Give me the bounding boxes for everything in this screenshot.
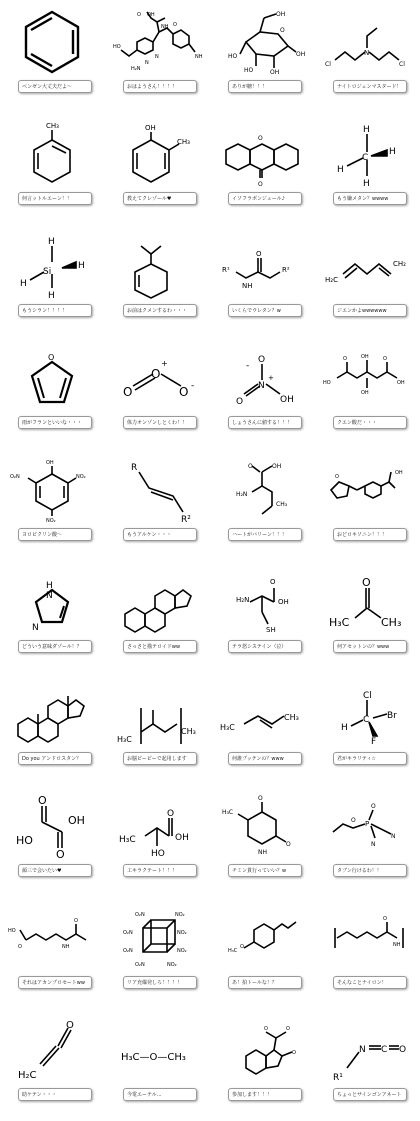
caption-bubble: 何アセットンの？www xyxy=(333,640,407,653)
caption-bubble: 教えてクレゾール♥ xyxy=(123,192,197,205)
sticker-lactate[interactable] xyxy=(105,784,210,896)
caption-bubble: Do you アンドロスタン？ xyxy=(18,752,92,765)
svg-text:C: C xyxy=(362,153,369,163)
caption-bubble: 雨がフランといいな・・・ xyxy=(18,416,92,429)
svg-text:C: C xyxy=(381,1045,388,1055)
acamprosate-structure xyxy=(6,904,99,974)
silane-structure xyxy=(6,232,99,302)
sticker-valine[interactable] xyxy=(210,448,315,560)
svg-text:N: N xyxy=(359,1045,366,1055)
caption-bubble: イソフラボンジュール♪ xyxy=(228,192,302,205)
sticker-citric-acid[interactable] xyxy=(315,336,420,448)
svg-text:O: O xyxy=(137,12,141,18)
svg-text:H₂N: H₂N xyxy=(131,66,141,72)
nylon-structure xyxy=(321,904,414,974)
svg-text:+: + xyxy=(268,374,274,382)
svg-text:O₂N: O₂N xyxy=(123,948,133,954)
caption-bubble: 顔三で会いたい♥ xyxy=(18,864,92,877)
sticker-cresol[interactable] xyxy=(105,112,210,224)
valine-structure xyxy=(216,456,309,526)
ozone-structure xyxy=(111,344,204,414)
benzene-structure xyxy=(6,8,99,78)
sticker-butene[interactable] xyxy=(210,672,315,784)
caption-bubble: タブン行けるわ！！ xyxy=(333,864,407,877)
steroid-structure xyxy=(111,568,204,638)
svg-text:H₂N: H₂N xyxy=(236,491,248,498)
svg-text:O: O xyxy=(362,576,371,589)
svg-text:OH: OH xyxy=(68,814,85,827)
svg-text:C: C xyxy=(363,715,370,725)
imidazole-structure xyxy=(6,568,99,638)
svg-text:HO: HO xyxy=(228,53,238,60)
svg-text:N: N xyxy=(46,591,53,601)
caption-bubble: おどロキソニン！！！ xyxy=(333,528,407,541)
svg-text:NO₂: NO₂ xyxy=(175,912,185,918)
svg-text:O: O xyxy=(351,817,356,824)
sticker-toluene[interactable] xyxy=(0,112,105,224)
caption-bubble: ありが糖！！！ xyxy=(228,80,302,93)
sticker-octanitrocubane[interactable] xyxy=(105,896,210,1008)
svg-text:H₃C: H₃C xyxy=(228,948,238,954)
svg-text:OH: OH xyxy=(361,390,369,396)
svg-text:Br: Br xyxy=(387,711,397,721)
caption-bubble: ナイトロジェンマスタード！ xyxy=(333,80,407,93)
sticker-alkene[interactable] xyxy=(105,448,210,560)
svg-text:O: O xyxy=(383,916,387,922)
butene-structure xyxy=(216,680,309,750)
svg-text:NH: NH xyxy=(393,942,401,948)
caption-bubble: リア充爆発しろ！！！！ xyxy=(123,976,197,989)
octanitrocubane-structure xyxy=(111,904,204,974)
svg-text:CH₃: CH₃ xyxy=(181,727,196,736)
svg-text:H: H xyxy=(46,581,53,591)
svg-text:OH: OH xyxy=(272,463,282,470)
sticker-acetone[interactable] xyxy=(315,560,420,672)
caption-bubble: あ！拍トールな！？ xyxy=(228,976,302,989)
alkene-structure xyxy=(111,456,204,526)
picric-acid-structure xyxy=(6,456,99,526)
folic-acid-structure xyxy=(111,8,204,78)
sticker-diene[interactable] xyxy=(315,224,420,336)
svg-text:HO: HO xyxy=(113,44,121,50)
svg-text:O: O xyxy=(256,250,262,258)
caption-bubble: お脳ピーピーで起用します xyxy=(123,752,197,765)
svg-text:H₃C: H₃C xyxy=(329,616,350,629)
caption-bubble: 君がキラリティ☆ xyxy=(333,752,407,765)
svg-text:H₃C: H₃C xyxy=(119,835,136,845)
sticker-urethane[interactable] xyxy=(210,224,315,336)
sticker-silane[interactable] xyxy=(0,224,105,336)
svg-text:N: N xyxy=(258,381,265,391)
sticker-isoflavone[interactable] xyxy=(210,112,315,224)
isoflavone-structure xyxy=(216,120,309,190)
caption-bubble: どういう意味ダゾール！？ xyxy=(18,640,92,653)
svg-text:O: O xyxy=(258,181,263,188)
svg-text:H₃C: H₃C xyxy=(117,735,132,744)
svg-text:N: N xyxy=(32,623,39,633)
svg-text:H: H xyxy=(337,165,344,175)
caption-bubble: もう嫌メタン？wwww xyxy=(333,192,407,205)
svg-text:H₂N: H₂N xyxy=(236,596,250,604)
svg-text:OH: OH xyxy=(280,395,294,405)
caption-bubble: 何誰ブッテンの？www xyxy=(228,752,302,765)
svg-text:HO: HO xyxy=(323,380,331,386)
caption-bubble: ちょっとサインゴンアネート xyxy=(333,1088,407,1101)
svg-text:O: O xyxy=(236,397,244,407)
svg-text:O: O xyxy=(48,353,55,362)
svg-text:R¹: R¹ xyxy=(222,266,230,274)
svg-text:H₃C: H₃C xyxy=(222,809,234,816)
svg-text:NO₂: NO₂ xyxy=(177,948,187,954)
svg-text:H₃C—O—CH₃: H₃C—O—CH₃ xyxy=(121,1052,186,1063)
svg-text:HO: HO xyxy=(8,928,16,934)
svg-text:Si: Si xyxy=(43,267,52,277)
tabun-structure xyxy=(321,792,414,862)
svg-text:OH: OH xyxy=(276,11,286,18)
nitric-acid-structure xyxy=(216,344,309,414)
svg-text:O: O xyxy=(335,474,339,480)
caption-bubble: そんなことナイロン！ xyxy=(333,976,407,989)
svg-text:O: O xyxy=(167,809,175,819)
cumene-structure xyxy=(111,232,204,302)
svg-text:O: O xyxy=(56,848,65,861)
svg-text:OH: OH xyxy=(296,51,306,58)
svg-text:NO₂: NO₂ xyxy=(177,930,187,936)
caption-bubble: クエン酸だ・・・ xyxy=(333,416,407,429)
svg-text:-: - xyxy=(191,381,195,391)
glucose-structure xyxy=(216,8,309,78)
svg-text:H₂C: H₂C xyxy=(18,1070,37,1081)
citric-acid-structure xyxy=(321,344,414,414)
svg-text:NO₂: NO₂ xyxy=(76,474,86,480)
caption-bubble: いくらでウレタン？w xyxy=(228,304,302,317)
svg-text:R: R xyxy=(131,463,138,473)
sticker-picric-acid[interactable] xyxy=(0,448,105,560)
svg-text:O: O xyxy=(123,385,133,399)
svg-text:N: N xyxy=(155,54,159,60)
anethole-structure xyxy=(216,904,309,974)
svg-text:O: O xyxy=(240,944,244,950)
sticker-ketene[interactable] xyxy=(0,1008,105,1120)
svg-text:CH₃: CH₃ xyxy=(381,616,402,629)
sticker-ether[interactable] xyxy=(105,1008,210,1120)
svg-text:H₃C: H₃C xyxy=(220,723,235,732)
toluene-structure xyxy=(6,120,99,190)
svg-text:H: H xyxy=(363,179,370,189)
svg-text:R²: R² xyxy=(282,266,290,274)
svg-text:HO: HO xyxy=(16,834,33,847)
caption-bubble: もうアルケン・・・ xyxy=(123,528,197,541)
caption-bubble: 参加します！！！ xyxy=(228,1088,302,1101)
caption-bubble: もうシラン！！！！ xyxy=(18,304,92,317)
furan-structure xyxy=(6,344,99,414)
svg-text:OH: OH xyxy=(175,833,189,843)
caption-bubble: ヨロピクリン酸～ xyxy=(18,528,92,541)
urethane-structure xyxy=(216,232,309,302)
svg-text:OH: OH xyxy=(145,124,156,132)
svg-text:N: N xyxy=(391,833,396,840)
ether-structure xyxy=(111,1016,204,1086)
caption-bubble: ベンゼン大丈夫だよ～ xyxy=(18,80,92,93)
svg-text:CH₂: CH₂ xyxy=(393,260,406,268)
svg-text:NH: NH xyxy=(242,282,253,290)
svg-text:H: H xyxy=(20,279,27,289)
svg-text:N: N xyxy=(371,841,376,848)
svg-text:HO: HO xyxy=(151,849,165,859)
svg-text:O: O xyxy=(18,944,22,950)
svg-text:NH: NH xyxy=(195,54,203,60)
svg-text:OH: OH xyxy=(278,598,289,606)
sticker-tabun[interactable] xyxy=(315,784,420,896)
sticker-oxalic-acid[interactable] xyxy=(0,784,105,896)
methane-structure xyxy=(321,120,414,190)
svg-text:O: O xyxy=(270,578,276,586)
svg-text:HO: HO xyxy=(244,67,254,74)
svg-text:O: O xyxy=(383,356,387,362)
sticker-methane[interactable] xyxy=(315,112,420,224)
sticker-polypropylene[interactable] xyxy=(105,672,210,784)
svg-text:+: + xyxy=(161,359,168,368)
sticker-loxoprofen[interactable] xyxy=(315,448,420,560)
svg-text:O: O xyxy=(258,135,263,142)
sticker-isocyanate[interactable] xyxy=(315,1008,420,1120)
caption-bubble: ハートがバリーン！！！ xyxy=(228,528,302,541)
svg-text:Cl: Cl xyxy=(399,61,405,68)
svg-text:H: H xyxy=(341,723,348,733)
ketene-structure xyxy=(6,1016,99,1086)
svg-text:O: O xyxy=(286,1026,290,1032)
oxalic-acid-structure xyxy=(6,792,99,862)
svg-text:O: O xyxy=(258,795,263,802)
svg-text:OH: OH xyxy=(147,12,155,18)
caption-bubble: 助ケテン・・・ xyxy=(18,1088,92,1101)
sticker-steroid[interactable] xyxy=(105,560,210,672)
sticker-cysteine[interactable] xyxy=(210,560,315,672)
thymine-structure xyxy=(216,792,309,862)
svg-text:CH₃: CH₃ xyxy=(177,138,190,146)
svg-text:O: O xyxy=(280,27,285,34)
svg-text:CH₃: CH₃ xyxy=(276,501,288,508)
caption-bubble: さっさと描テロイドww xyxy=(123,640,197,653)
svg-text:OH: OH xyxy=(395,470,403,476)
caption-bubble: テラ怒システイン（泣） xyxy=(228,640,302,653)
sticker-sanshou[interactable] xyxy=(210,1008,315,1120)
svg-text:NO₂: NO₂ xyxy=(46,518,56,524)
sticker-acamprosate[interactable] xyxy=(0,896,105,1008)
svg-text:R²: R² xyxy=(181,515,191,525)
svg-text:O: O xyxy=(248,463,253,470)
caption-bubble: それはアカンプロセートww xyxy=(18,976,92,989)
sticker-benzene[interactable] xyxy=(0,0,105,112)
svg-text:N: N xyxy=(145,60,149,66)
svg-text:O₂N: O₂N xyxy=(123,930,133,936)
svg-text:O: O xyxy=(264,1026,268,1032)
svg-text:OH: OH xyxy=(361,354,369,360)
cresol-structure xyxy=(111,120,204,190)
sticker-glucose[interactable] xyxy=(210,0,315,112)
svg-text:O: O xyxy=(292,1050,296,1056)
svg-text:NO₂: NO₂ xyxy=(167,962,177,968)
svg-text:F: F xyxy=(371,737,377,747)
chirality-structure xyxy=(321,680,414,750)
svg-text:H₂C: H₂C xyxy=(325,276,338,284)
svg-text:Cl: Cl xyxy=(325,61,331,68)
svg-text:O₂N: O₂N xyxy=(135,912,145,918)
caption-bubble: お前はクメンするわ・・・ xyxy=(123,304,197,317)
caption-bubble: 今電エーテル... xyxy=(123,1088,197,1101)
svg-text:P: P xyxy=(365,820,370,828)
sticker-ozone[interactable] xyxy=(105,336,210,448)
svg-text:NH: NH xyxy=(62,944,70,950)
svg-text:O: O xyxy=(371,803,376,810)
sticker-folic-acid[interactable] xyxy=(105,0,210,112)
cysteine-structure xyxy=(216,568,309,638)
isocyanate-structure xyxy=(321,1016,414,1086)
svg-text:O: O xyxy=(38,794,47,807)
sticker-imidazole[interactable] xyxy=(0,560,105,672)
sticker-nitric-acid[interactable] xyxy=(210,336,315,448)
caption-bubble: おはようさん！！！！ xyxy=(123,80,197,93)
svg-text:CH₃: CH₃ xyxy=(46,122,59,130)
caption-bubble: 体力オンゾンしとくわ！！ xyxy=(123,416,197,429)
svg-text:O: O xyxy=(66,1020,74,1031)
sticker-thymine[interactable] xyxy=(210,784,315,896)
caption-bubble: 工キラクテート！！！ xyxy=(123,864,197,877)
svg-text:H: H xyxy=(363,125,370,135)
svg-text:OH: OH xyxy=(270,69,280,76)
svg-text:O: O xyxy=(343,356,347,362)
svg-text:H: H xyxy=(48,237,55,247)
sticker-androstane[interactable] xyxy=(0,672,105,784)
caption-bubble: しょうさんに値する！！！ xyxy=(228,416,302,429)
caption-bubble: ジエンかよwwwwww xyxy=(333,304,407,317)
sticker-chirality[interactable] xyxy=(315,672,420,784)
loxoprofen-structure xyxy=(321,456,414,526)
caption-bubble: 何言ットルエーン！！ xyxy=(18,192,92,205)
svg-text:CH₃: CH₃ xyxy=(284,713,299,722)
svg-text:H: H xyxy=(78,261,85,271)
svg-text:Cl: Cl xyxy=(363,691,372,701)
svg-text:O: O xyxy=(151,367,161,381)
svg-text:NH: NH xyxy=(258,849,267,856)
svg-text:O: O xyxy=(286,841,291,848)
svg-text:SH: SH xyxy=(266,626,276,634)
svg-text:NH: NH xyxy=(161,24,169,30)
caption-bubble: チミン貫行っていい？w xyxy=(228,864,302,877)
androstane-structure xyxy=(6,680,99,750)
svg-text:O: O xyxy=(179,385,189,399)
svg-text:H: H xyxy=(48,291,55,301)
svg-text:OH: OH xyxy=(397,380,405,386)
svg-text:O₂N: O₂N xyxy=(10,474,20,480)
acetone-structure xyxy=(321,568,414,638)
svg-text:OH: OH xyxy=(46,460,54,466)
svg-text:O: O xyxy=(74,918,78,924)
diene-structure xyxy=(321,232,414,302)
svg-text:O₂N: O₂N xyxy=(135,962,145,968)
sanshou-structure xyxy=(216,1016,309,1086)
sticker-nylon[interactable] xyxy=(315,896,420,1008)
polypropylene-structure xyxy=(111,680,204,750)
svg-text:-: - xyxy=(246,361,250,371)
svg-text:O: O xyxy=(173,22,177,28)
svg-text:N: N xyxy=(364,49,370,57)
svg-text:O: O xyxy=(258,355,266,365)
sticker-furan[interactable] xyxy=(0,336,105,448)
nitrogen-mustard-structure xyxy=(321,8,414,78)
svg-text:H: H xyxy=(389,147,396,157)
lactate-structure xyxy=(111,792,204,862)
svg-text:R¹: R¹ xyxy=(333,1073,343,1083)
svg-text:O: O xyxy=(399,1045,407,1055)
sticker-anethole[interactable] xyxy=(210,896,315,1008)
sticker-cumene[interactable] xyxy=(105,224,210,336)
sticker-nitrogen-mustard[interactable] xyxy=(315,0,420,112)
